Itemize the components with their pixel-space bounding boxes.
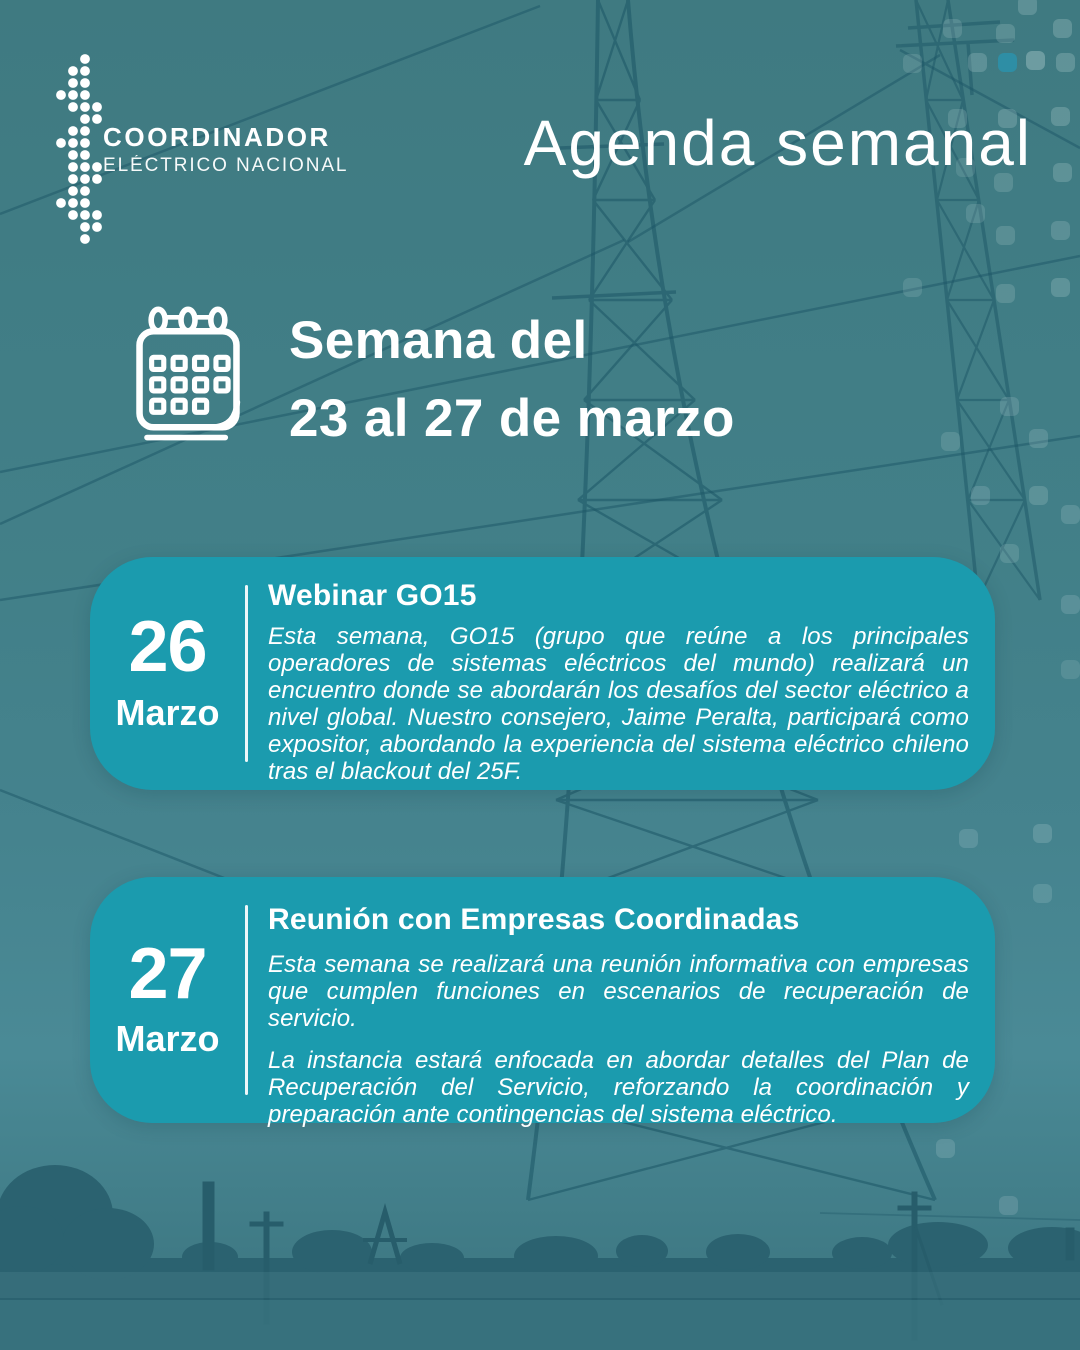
event-description-paragraph-2: La instancia estará enfocada en abordar detalles del Plan de Recuperación del Servicio, reforzando la coordinación y preparación ante contingencias del sistema eléctrico. [268, 1046, 969, 1129]
page-title: Agenda semanal [523, 107, 1032, 179]
event-day: 26 [128, 607, 207, 688]
event-month: Marzo [115, 1018, 220, 1060]
event-date [90, 877, 245, 1123]
event-month: Marzo [115, 691, 220, 733]
week-banner [133, 302, 735, 446]
logo-dot-matrix-icon [55, 54, 103, 244]
week-range [289, 302, 735, 448]
event-content [248, 877, 995, 1129]
event-day: 27 [128, 933, 207, 1014]
event-description-paragraph-1: Esta semana se realizará una reunión informativa con empresas que cumplen funciones en escenarios de recuperación de servicio. [268, 950, 969, 1032]
event-card-26-marzo [90, 557, 995, 790]
event-description: Esta semana, GO15 (grupo que reúne a los principales operadores de sistemas eléctricos del mundo) realizará un encuentro donde se abordarán los desafíos del sector eléctrico a nivel global. Nuestro consejero, Jaime Peralta, participará como expositor, abordando la experiencia del sistema eléctrico chileno tras el blackout del 25F. [268, 622, 969, 786]
event-title: Webinar GO15 [268, 579, 477, 612]
logo-line1: COORDINADOR [103, 122, 331, 152]
week-line1: Semana del [289, 311, 588, 370]
event-card-27-marzo [90, 877, 995, 1129]
event-content [248, 557, 995, 790]
event-date [90, 557, 245, 790]
calendar-icon [133, 306, 243, 446]
event-title: Reunión con Empresas Coordinadas [268, 903, 800, 936]
week-line2: 23 al 27 de marzo [289, 389, 735, 448]
logo-wordmark [103, 124, 348, 175]
logo-line2: ELÉCTRICO NACIONAL [103, 155, 349, 176]
